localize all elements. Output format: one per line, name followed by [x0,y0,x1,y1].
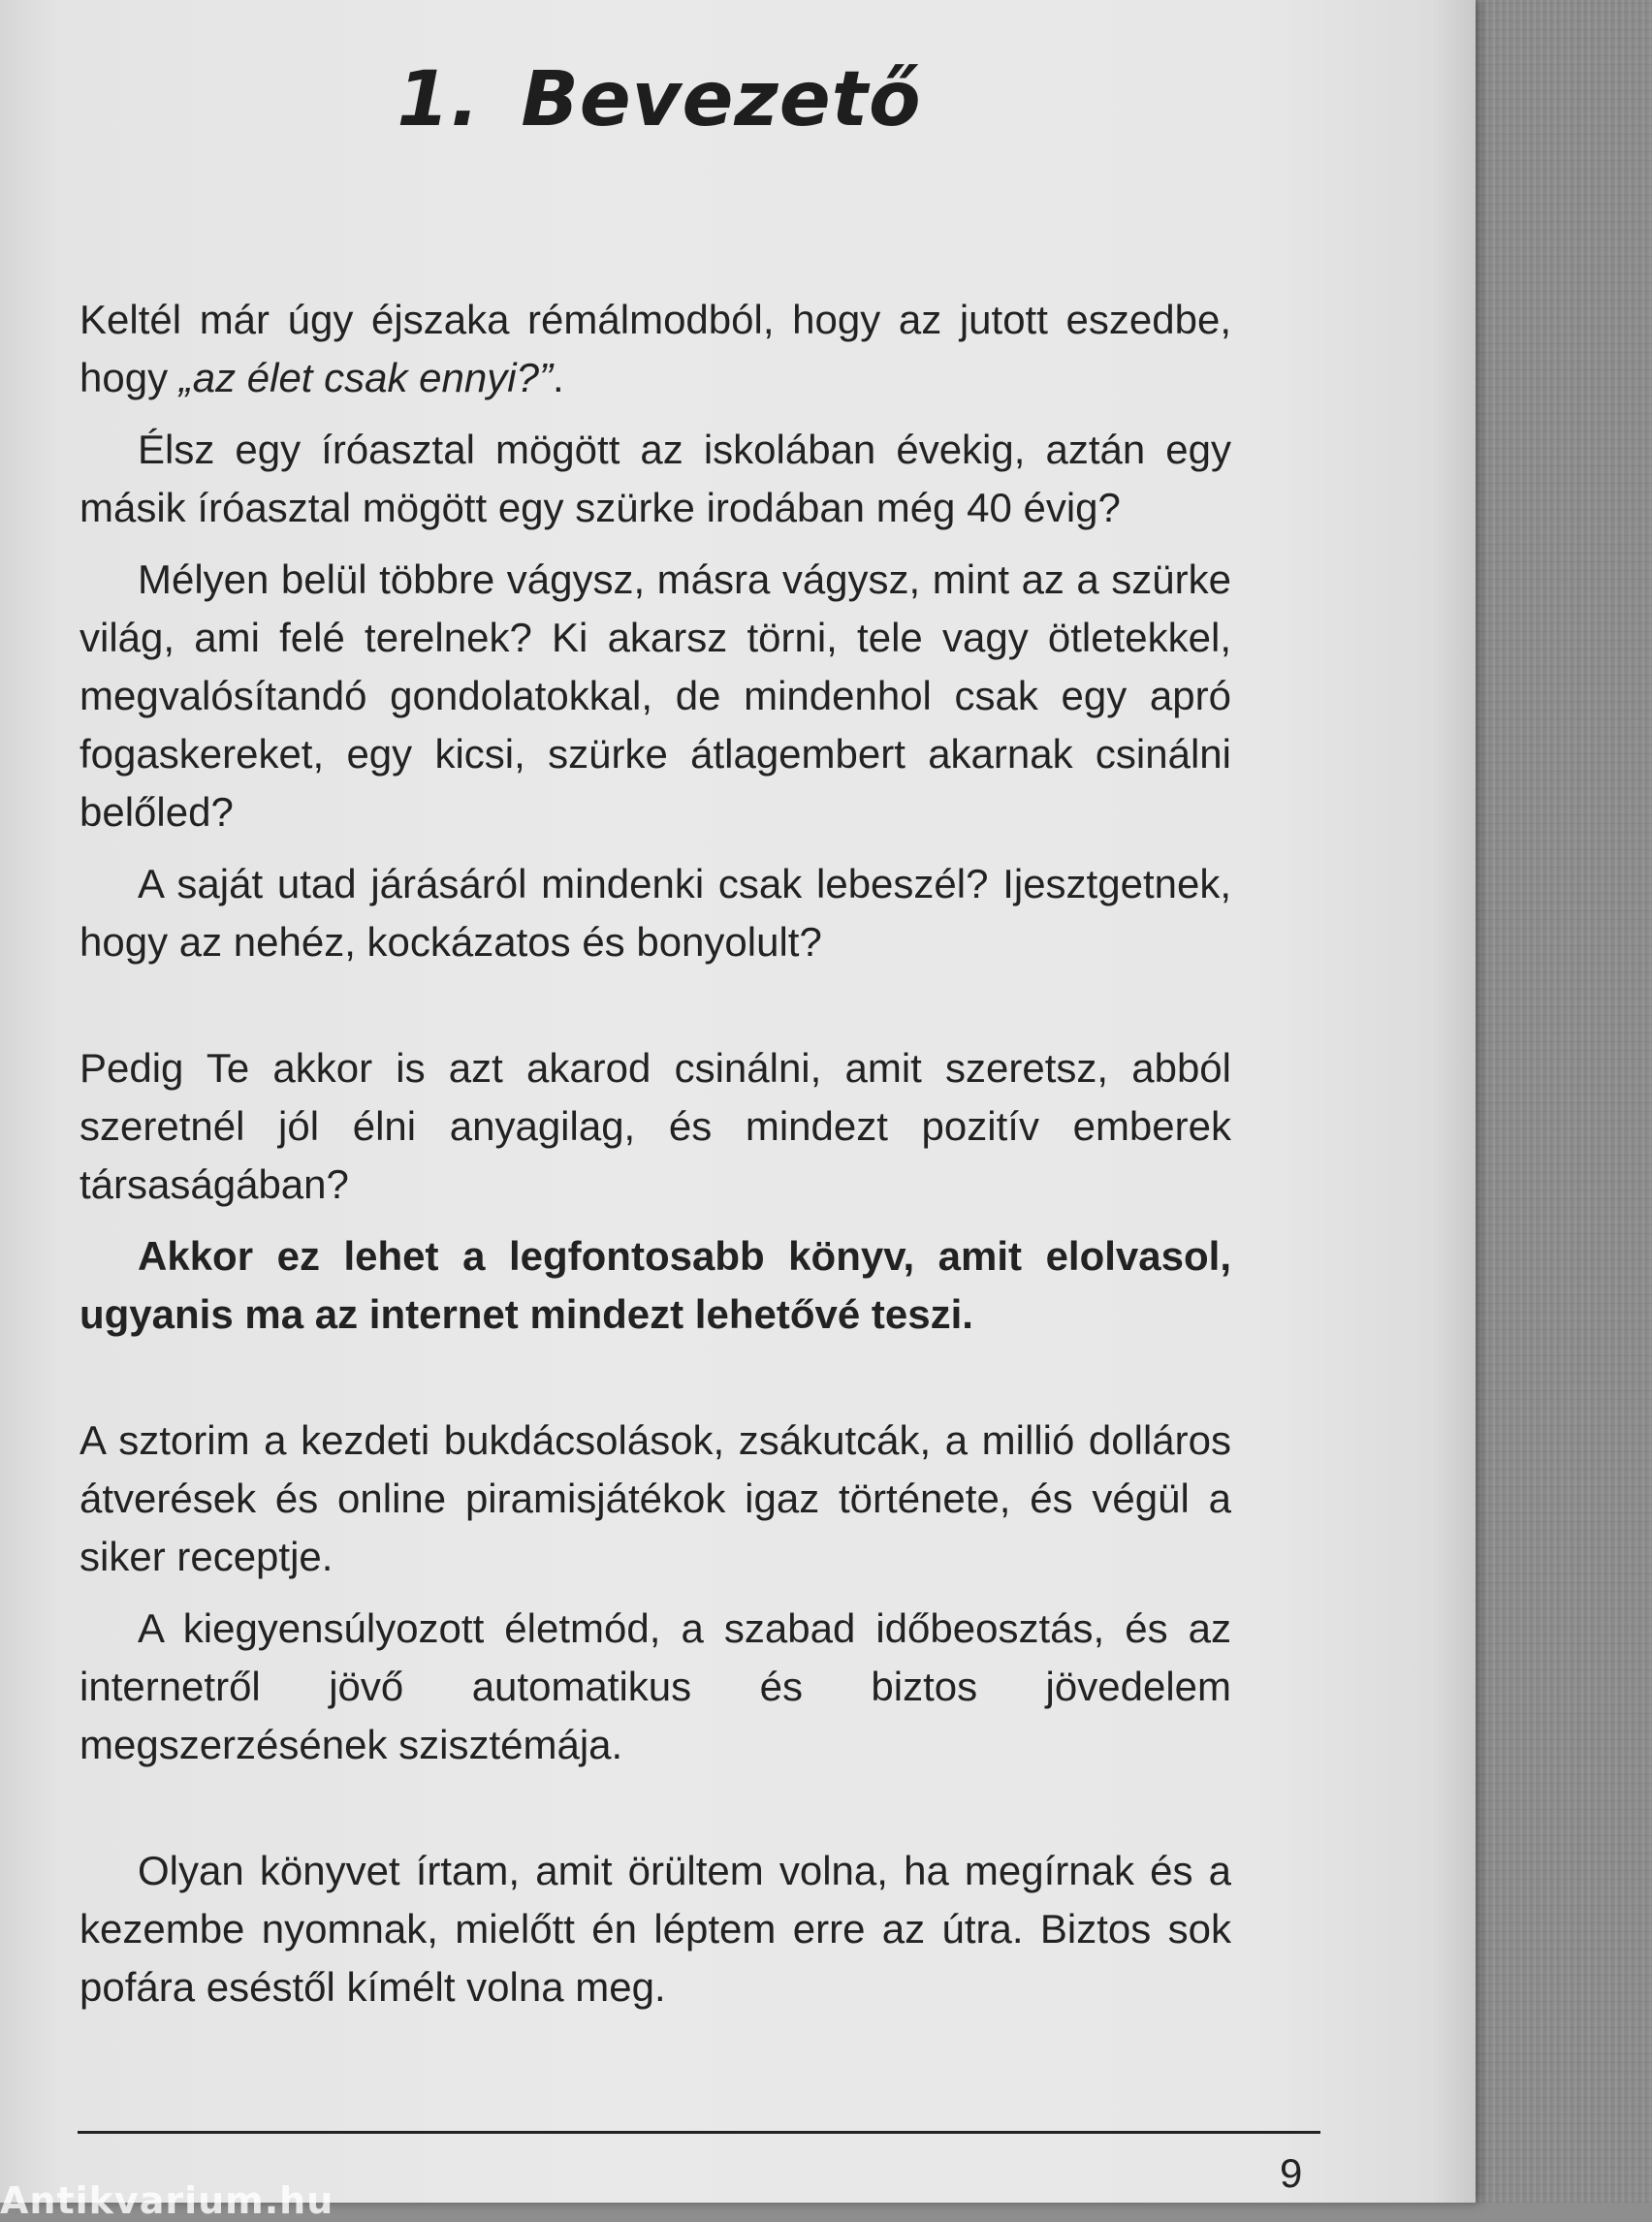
footer-rule [78,2131,1320,2134]
chapter-heading [0,56,1318,143]
chapter-title: Bevezető [521,56,922,143]
paragraph-1-end: . [552,355,564,400]
paragraph-9: Olyan könyvet írtam, amit örültem volna, ha megírnak és a kezembe nyomnak, mielőtt én léptem erre az útra. Biztos sok pofára eséstől kímélt volna meg. [79,1848,1231,2010]
paragraph-1-text: Keltél már úgy éjszaka rémálmodból, hogy az jutott eszedbe, hogy [79,297,1231,400]
body-text [79,291,1231,2030]
paragraph-3: Mélyen belül többre vágysz, másra vágysz, mint az a szürke világ, ami felé terelnek? Ki akarsz törni, tele vagy ötletekkel, megvalósítandó gondolatokkal, de mindenhol csak egy apró fogaskereket, egy kicsi, szürke átlagembert akarnak csinálni belőled? [79,556,1231,835]
paragraph-1 [79,291,1231,407]
chapter-number: 1. [397,56,481,143]
paragraph-4: A saját utad járásáról mindenki csak lebeszél? Ijesztgetnek, hogy az nehéz, kockázatos és bonyolult? [79,861,1231,965]
watermark-text: Antikvarium.hu [0,2179,334,2222]
paragraph-5: Pedig Te akkor is azt akarod csinálni, amit szeretsz, abból szeretnél jól élni anyagilag, és mindezt pozitív emberek társaságában? [79,1045,1231,1207]
paragraph-7: A sztorim a kezdeti bukdácsolások, zsákutcák, a millió dolláros átverések és online piramisjátékok igaz története, és végül a siker receptje. [79,1417,1231,1579]
page-number: 9 [1280,2150,1303,2196]
paragraph-6-bold: Akkor ez lehet a legfontosabb könyv, amit elolvasol, ugyanis ma az internet mindezt lehetővé teszi. [79,1233,1231,1337]
paragraph-8: A kiegyensúlyozott életmód, a szabad időbeosztás, és az internetről jövő automatikus és biztos jövedelem megszerzésének szisztémája. [79,1605,1231,1767]
paragraph-2: Élsz egy íróasztal mögött az iskolában évekig, aztán egy másik íróasztal mögött egy szürke irodában még 40 évig? [79,427,1231,530]
paragraph-1-quote: „az élet csak ennyi?” [178,355,553,400]
